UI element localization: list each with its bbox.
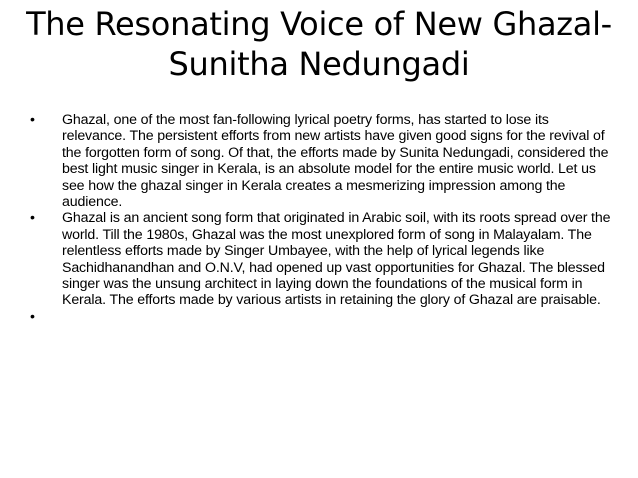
- bullet-item: [30, 112, 614, 210]
- bullet-icon: •: [30, 308, 35, 325]
- bullet-text: Ghazal, one of the most fan-following lyrical poetry forms, has started to lose its relevance. The persistent efforts from new artists have given good signs for the revival of the forgotten form of song. Of that, the efforts made by Sunita Nedungadi, considered the best light music singer in Kerala, is an absolute model for the entire music world. Let us see how the ghazal singer in Kerala creates a mesmerizing impression among the audience.: [62, 112, 609, 211]
- bullet-text: Ghazal is an ancient song form that originated in Arabic soil, with its roots spread over the world. Till the 1980s, Ghazal was the most unexplored form of song in Malayalam. The relentless efforts made by Singer Umbayee, with the help of lyrical legends like Sachidhanandhan and O.N.V, had opened up vast opportunities for Ghazal. The blessed singer was the unsung architect in laying down the foundations of the musical form in Kerala. The efforts made by various artists in retaining the glory of Ghazal are praisable.: [62, 210, 611, 309]
- bullet-item: [30, 210, 614, 308]
- bullet-icon: •: [30, 210, 35, 227]
- bullet-item-empty: [30, 309, 614, 327]
- bullet-icon: •: [30, 112, 35, 128]
- slide-title: The Resonating Voice of New Ghazal- Sunitha Nedungadi: [26, 5, 612, 83]
- bullet-list: [30, 112, 614, 327]
